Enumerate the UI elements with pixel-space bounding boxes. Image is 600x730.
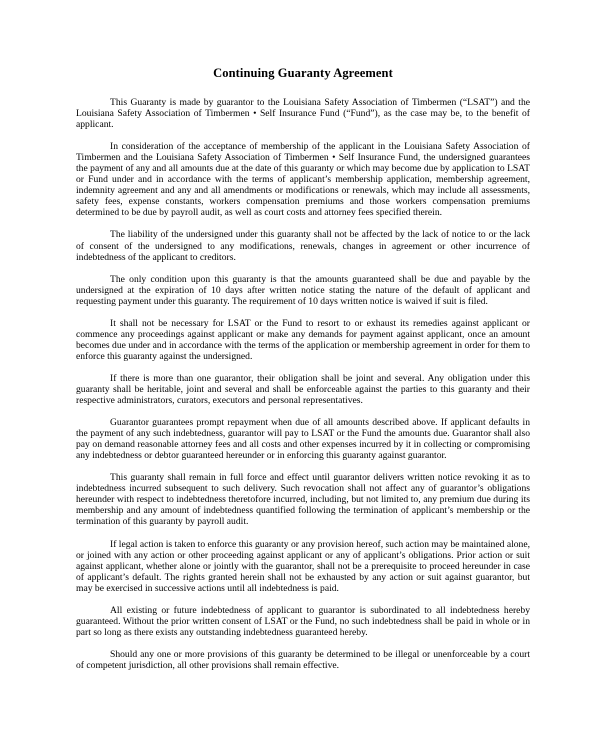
paragraph-consideration: In consideration of the acceptance of membership of the applicant in the Louisiana Safety Association of Timbermen and the Louisiana Safety Association of Timbermen • Self Insurance Fund, the undersigned guarantees the payment of any and all amounts due at the date of this guaranty or which may become due by application to LSAT or Fund under and in accordance with the terms of applicant’s membership application, membership agreement, indemnity agreement and any and all amendments or modifications or renewals, which may include all assessments, safety fees, expense constants, workers compensation premiums and those workers compensation premiums determined to be due by payroll audit, as well as court costs and attorney fees specified therein. xyxy=(76,141,530,219)
paragraph-parties: This Guaranty is made by guarantor to the Louisiana Safety Association of Timbermen (“LSAT”) and the Louisiana Safety Association of Timbermen • Self Insurance Fund (“Fund”), as the case may be, to the benefit of applicant. xyxy=(76,97,530,131)
paragraph-legal-action: If legal action is taken to enforce this guaranty or any provision hereof, such action may be maintained alone, or joined with any action or other proceeding against applicant or any of applicant’s obligations. Prior action or suit against applicant, whether alone or jointly with the guarantor, shall not be a prerequisite to proceed hereunder in case of applicant’s default. The rights granted herein shall not be exhausted by any action or suit against guarantor, but may be exercised in successive actions until all indebtedness is paid. xyxy=(76,538,530,594)
paragraph-joint-several: If there is more than one guarantor, their obligation shall be joint and several. Any obligation under this guaranty shall be heritable, joint and several and shall be enforceable against the parties to this guaranty and their respective administrators, curators, executors and personal representatives. xyxy=(76,372,530,407)
paragraph-condition: The only condition upon this guaranty is that the amounts guaranteed shall be due and payable by the undersigned at the expiration of 10 days after written notice stating the nature of the default of applicant and requesting payment under this guaranty. The requirement of 10 days written notice is waived if suit is filed. xyxy=(76,273,530,307)
paragraph-revocation: This guaranty shall remain in full force and effect until guarantor delivers written notice revoking it as to indebtedness incurred subsequent to such delivery. Such revocation shall not affect any of guarantor’s obligations hereunder with respect to indebtedness theretofore incurred, including, but not limited to, any premium due during its membership and any amount of indebtedness quantified following the termination of applicant’s membership or the termination of this guaranty by payroll audit. xyxy=(76,472,530,528)
paragraph-subordination: All existing or future indebtedness of applicant to guarantor is subordinated to all indebtedness hereby guaranteed. Without the prior written consent of LSAT or the Fund, no such indebtedness shall be paid in whole or in part so long as there exists any outstanding indebtedness guaranteed hereby. xyxy=(76,604,530,638)
document-title: Continuing Guaranty Agreement xyxy=(213,66,393,80)
paragraph-liability: The liability of the undersigned under this guaranty shall not be affected by the lack of notice to or the lack of consent of the undersigned to any modifications, renewals, changes in agreement or other incurrence of indebtedness of the applicant to creditors. xyxy=(76,229,530,263)
paragraph-severability: Should any one or more provisions of this guaranty be determined to be illegal or unenforceable by a court of competent jurisdiction, all other provisions shall remain effective. xyxy=(76,648,530,671)
paragraph-remedies: It shall not be necessary for LSAT or the Fund to resort to or exhaust its remedies against applicant or commence any proceedings against applicant or make any demands for payment against applicant, once an amount becomes due under and in accordance with the terms of the application or membership agreement in order for them to enforce this guaranty against the undersigned. xyxy=(76,317,530,362)
paragraph-repayment: Guarantor guarantees prompt repayment when due of all amounts described above. If applicant defaults in the payment of any such indebtedness, guarantor will pay to LSAT or the Fund the amounts due. Guarantor shall also pay on demand reasonable attorney fees and all costs and other expenses incurred by it in collecting or compromising any indebtedness or debtor guaranteed hereunder or in enforcing this guaranty against guarantor. xyxy=(76,417,530,462)
